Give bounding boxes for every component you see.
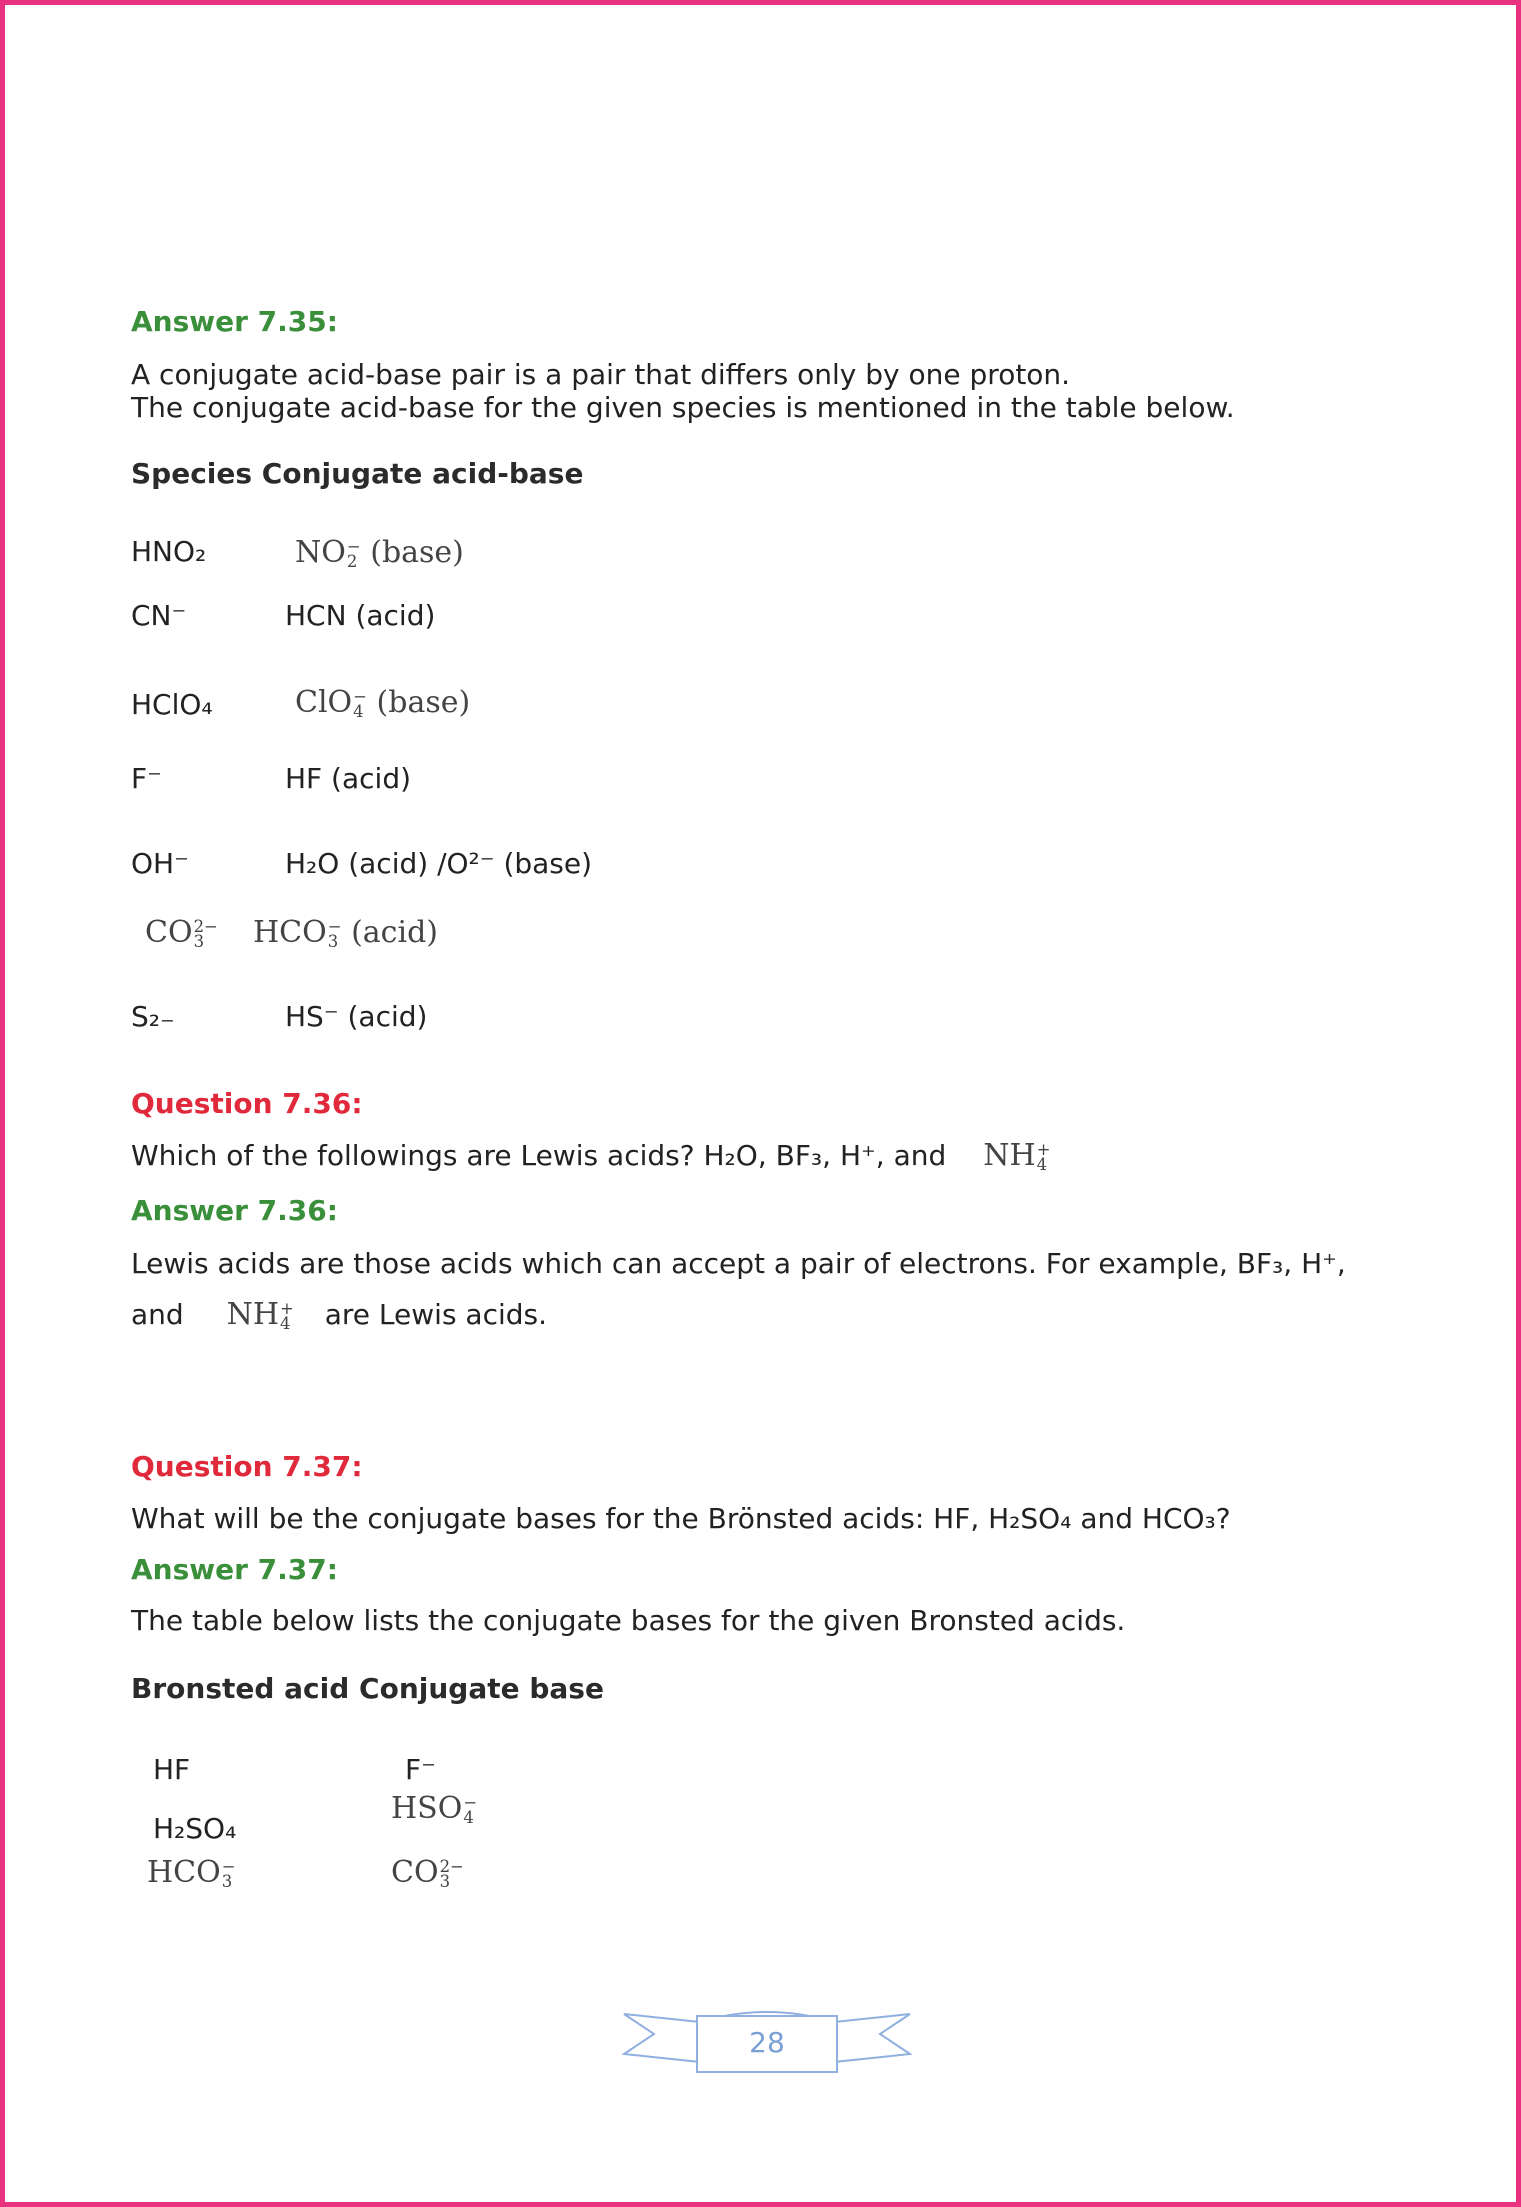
- pair-subscript: 4: [353, 701, 364, 721]
- acid-cell: [147, 1855, 236, 1890]
- species-cell: OH⁻: [131, 847, 189, 880]
- base-formula: HSO: [391, 1791, 463, 1826]
- base-subscript: 3: [439, 1871, 451, 1891]
- question-7-36-text: [131, 1139, 1050, 1173]
- nh4-formula: [983, 1138, 1050, 1173]
- pair-charge: −: [353, 686, 367, 706]
- base-cell: F⁻: [405, 1753, 436, 1786]
- question-7-36-heading: Question 7.36:: [131, 1087, 363, 1120]
- base-charge: −: [463, 1792, 478, 1812]
- nh4-formula: [227, 1297, 294, 1332]
- acid-cell: HF: [153, 1753, 191, 1786]
- species-table-header: Species Conjugate acid-base: [131, 457, 584, 490]
- pair-cell: [295, 685, 470, 720]
- pair-label: (acid): [351, 915, 438, 950]
- species-cell: HClO₄: [131, 688, 213, 721]
- acid-charge: −: [221, 1856, 236, 1876]
- pair-cell: HF (acid): [285, 762, 412, 795]
- acid-formula: HCO: [147, 1855, 221, 1890]
- species-cell: F⁻: [131, 762, 162, 795]
- pair-cell: [253, 915, 438, 950]
- question-7-37-heading: Question 7.37:: [131, 1450, 363, 1483]
- answer-7-37-text: The table below lists the conjugate bases for the given Bronsted acids.: [131, 1604, 1126, 1637]
- species-cell: [145, 915, 218, 950]
- base-cell: [391, 1791, 477, 1826]
- base-charge: 2−: [439, 1856, 464, 1876]
- formula-base: NH: [983, 1138, 1036, 1173]
- formula-base: NH: [226, 1297, 280, 1332]
- pair-cell: [295, 535, 464, 570]
- base-subscript: 4: [463, 1807, 474, 1827]
- species-formula: CO: [145, 915, 193, 950]
- species-cell: HNO₂: [131, 535, 207, 568]
- pair-cell: H₂O (acid) /O²⁻ (base): [285, 847, 593, 880]
- pair-cell: HS⁻ (acid): [285, 1000, 428, 1033]
- answer-7-36-heading: Answer 7.36:: [131, 1194, 338, 1227]
- line-end: are Lewis acids.: [324, 1298, 548, 1331]
- pair-label: (base): [376, 685, 471, 720]
- pair-subscript: 2: [346, 551, 358, 571]
- pair-formula: NO: [295, 535, 346, 570]
- pair-cell: HCN (acid): [285, 599, 436, 632]
- pair-formula: ClO: [295, 685, 353, 720]
- question-7-37-text: What will be the conjugate bases for the Brönsted acids: HF, H₂SO₄ and HCO₃?: [131, 1502, 1231, 1535]
- base-formula: CO: [391, 1855, 439, 1890]
- formula-charge: +: [1036, 1139, 1051, 1159]
- answer-7-36-line-2: [131, 1298, 547, 1332]
- pair-charge: −: [327, 916, 342, 936]
- acid-subscript: 3: [221, 1871, 233, 1891]
- species-cell: CN⁻: [131, 599, 187, 632]
- formula-subscript: 4: [1036, 1154, 1048, 1174]
- pair-charge: −: [346, 536, 361, 556]
- pair-label: (base): [370, 535, 464, 570]
- page-number-ribbon: [622, 1998, 912, 2078]
- acid-cell: H₂SO₄: [153, 1812, 237, 1845]
- species-cell: S₂₋: [131, 1000, 175, 1033]
- page-number: 28: [749, 2026, 785, 2059]
- question-7-36-body: Which of the followings are Lewis acids? H₂O, BF₃, H⁺, and: [131, 1139, 947, 1172]
- line-start: and: [131, 1298, 184, 1331]
- answer-7-36-line-1: Lewis acids are those acids which can accept a pair of electrons. For example, BF₃, H⁺,: [131, 1247, 1346, 1280]
- bronsted-table-header: Bronsted acid Conjugate base: [131, 1672, 604, 1705]
- formula-charge: +: [280, 1298, 294, 1318]
- pair-formula: HCO: [253, 915, 327, 950]
- base-cell: [391, 1855, 464, 1890]
- answer-7-37-heading: Answer 7.37:: [131, 1553, 338, 1586]
- species-subscript: 3: [193, 931, 205, 951]
- answer-7-35-line-1: A conjugate acid-base pair is a pair that differs only by one proton.: [131, 358, 1071, 391]
- pair-subscript: 3: [327, 931, 339, 951]
- answer-7-35-heading: Answer 7.35:: [131, 305, 338, 338]
- species-charge: 2−: [193, 916, 218, 936]
- formula-subscript: 4: [280, 1313, 291, 1333]
- answer-7-35-line-2: The conjugate acid-base for the given species is mentioned in the table below.: [131, 391, 1235, 424]
